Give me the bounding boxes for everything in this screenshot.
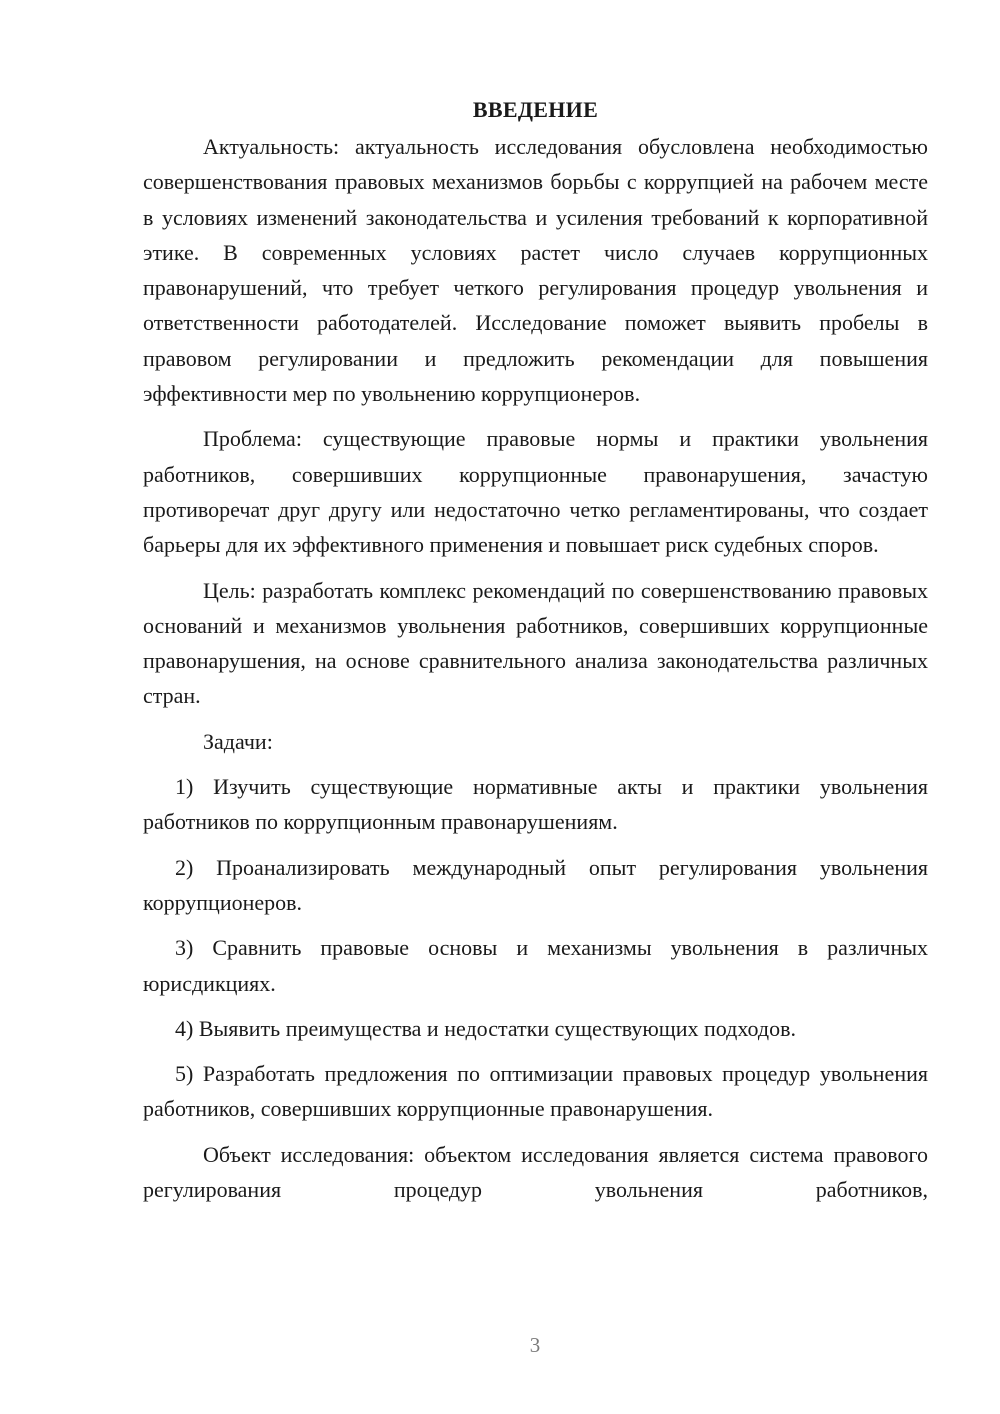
task-item-1: 1) Изучить существующие нормативные акты и практики увольнения работников по коррупционным правонарушениям. [143,774,928,835]
task-item-2: 2) Проанализировать международный опыт регулирования увольнения коррупционеров. [143,854,928,915]
goal-paragraph: Цель: разработать комплекс рекомендаций по совершенствованию правовых оснований и механизмов увольнения работников, совершивших коррупционные правонарушения, на основе сравнительного анализа законодательства различных стран. [143,577,928,709]
section-heading: ВВЕДЕНИЕ [472,97,599,122]
task-item-3: 3) Сравнить правовые основы и механизмы увольнения в различных юрисдикциях. [143,935,928,996]
problem-paragraph: Проблема: существующие правовые нормы и практики увольнения работников, совершивших коррупционные правонарушения, зачастую противоречат друг другу или недостаточно четко регламентированы, что создает барьеры для их эффективного применения и повышает риск судебных споров. [143,426,928,558]
tasks-label: Задачи: [203,728,273,754]
object-paragraph: Объект исследования: объектом исследования является система правового регулирования процедур увольнения работников, [143,1141,928,1203]
task-item-5: 5) Разработать предложения по оптимизации правовых процедур увольнения работников, совершивших коррупционные правонарушения. [143,1061,928,1122]
page-number: 3 [529,1333,541,1357]
task-item-4: 4) Выявить преимущества и недостатки существующих подходов. [175,1015,796,1041]
relevance-paragraph: Актуальность: актуальность исследования обусловлена необходимостью совершенствования правовых механизмов борьбы с коррупцией на рабочем месте в условиях изменений законодательства и усиления требований к корпоративной этике. В современных условиях растет число случаев коррупционных правонарушений, что требует четкого регулирования процедур увольнения и ответственности работодателей. Исследование поможет выявить пробелы в правовом регулировании и предложить рекомендации для повышения эффективности мер по увольнению коррупционеров. [143,134,928,407]
document-page [143,92,928,1217]
